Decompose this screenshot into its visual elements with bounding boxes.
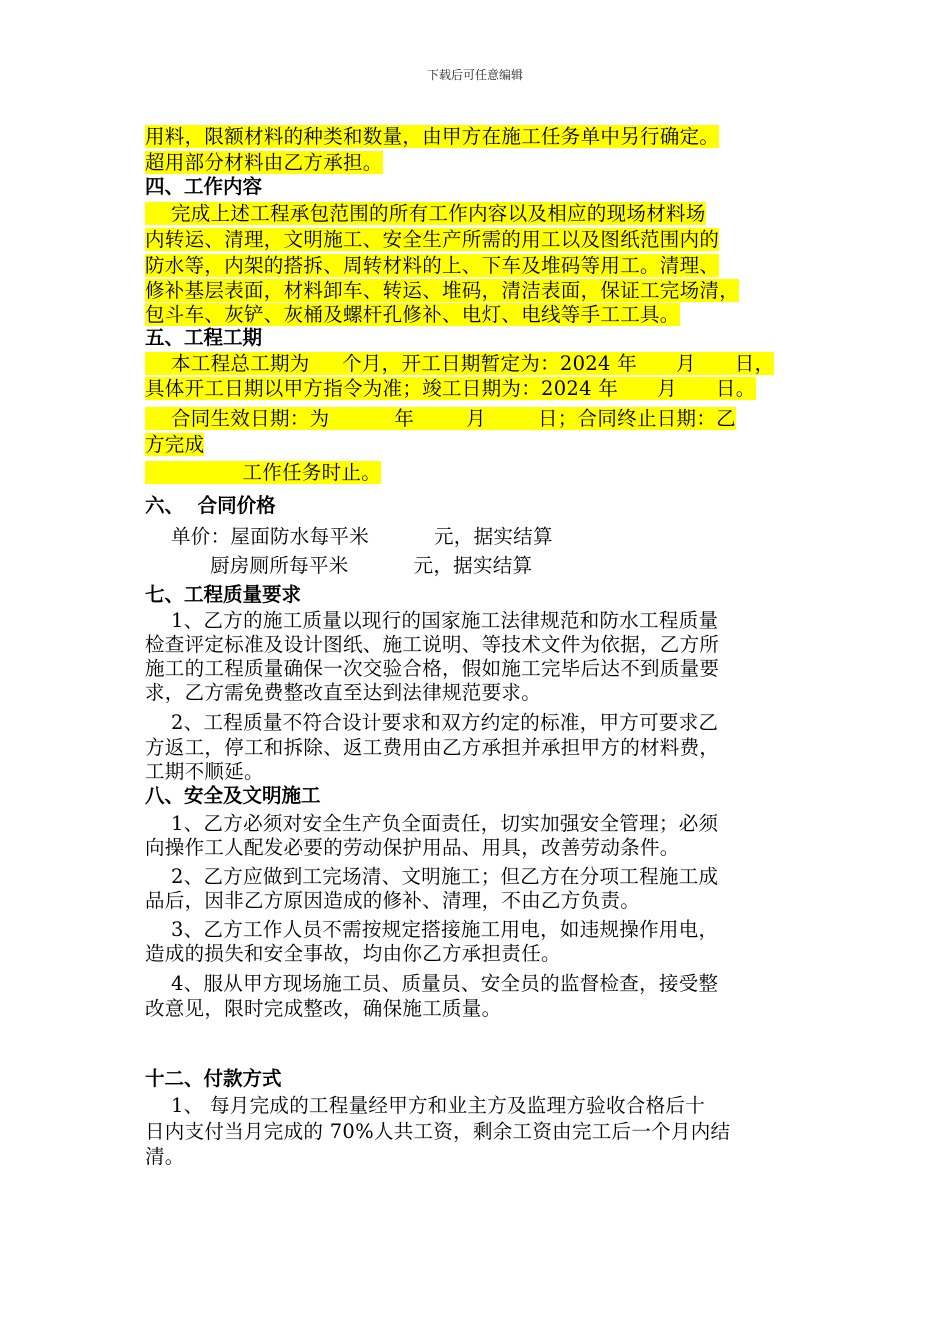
section-heading: 六、 合同价格 <box>145 494 276 517</box>
text-line: 清。 <box>145 1145 185 1168</box>
text-line: 求，乙方需免费整改直至达到法律规范要求。 <box>145 681 542 704</box>
section-heading: 五、工程工期 <box>145 326 263 349</box>
page-header: 下载后可任意编辑 <box>426 68 523 82</box>
section-heading: 七、工程质量要求 <box>145 583 302 606</box>
text-line: 具体开工日期以甲方指令为准；竣工日期为：2024 年 月 日。 <box>145 377 756 400</box>
text-line: 用料，限额材料的种类和数量，由甲方在施工任务单中另行确定。 <box>145 125 720 148</box>
text-line: 完成上述工程承包范围的所有工作内容以及相应的现场材料场 <box>145 202 706 225</box>
text-line: 修补基层表面，材料卸车、转运、堆码，清洁表面，保证工完场清， <box>145 279 740 302</box>
text-line: 品后，因非乙方原因造成的修补、清理，不由乙方负责。 <box>145 889 641 912</box>
text-line: 检查评定标准及设计图纸、施工说明、等技术文件为依据，乙方所 <box>145 633 720 656</box>
text-line: 造成的损失和安全事故，均由你乙方承担责任。 <box>145 942 561 965</box>
text-line: 施工的工程质量确保一次交验合格，假如施工完毕后达不到质量要 <box>145 657 720 680</box>
text-line: 工期不顺延。 <box>145 760 264 783</box>
text-line: 2、工程质量不符合设计要求和双方约定的标准，甲方可要求乙 <box>145 711 719 734</box>
text-line: 超用部分材料由乙方承担。 <box>145 151 383 174</box>
text-line: 日内支付当月完成的 70%人共工资，剩余工资由完工后一个月内结 <box>145 1120 731 1143</box>
text-line: 内转运、清理，文明施工、安全生产所需的用工以及图纸范围内的 <box>145 228 720 251</box>
text-line: 防水等，内架的搭拆、周转材料的上、下车及堆码等用工。清理、 <box>145 254 720 277</box>
text-line: 1、乙方必须对安全生产负全面责任，切实加强安全管理；必须 <box>145 812 719 835</box>
text-line: 2、乙方应做到工完场清、文明施工；但乙方在分项工程施工成 <box>145 865 719 888</box>
text-line: 工作任务时止。 <box>145 461 382 484</box>
section-heading: 四、工作内容 <box>145 175 263 198</box>
text-line: 1、乙方的施工质量以现行的国家施工法律规范和防水工程质量 <box>145 609 719 632</box>
text-line: 包斗车、灰铲、灰桶及螺杆孔修补、电灯、电线等手工工具。 <box>145 303 680 326</box>
text-line: 4、服从甲方现场施工员、质量员、安全员的监督检查，接受整 <box>145 972 719 995</box>
text-line: 厨房厕所每平米 元，据实结算 <box>145 554 533 577</box>
text-line: 合同生效日期：为 年 月 日；合同终止日期：乙 <box>145 407 736 430</box>
text-line: 本工程总工期为 个月，开工日期暂定为：2024 年 月 日， <box>145 352 775 375</box>
text-line: 单价：屋面防水每平米 元，据实结算 <box>145 525 553 548</box>
text-line: 方完成 <box>145 433 205 456</box>
text-line: 向操作工人配发必要的劳动保护用品、用具，改善劳动条件。 <box>145 836 680 859</box>
text-line: 方返工，停工和拆除、返工费用由乙方承担并承担甲方的材料费， <box>145 736 720 759</box>
text-line: 1、 每月完成的工程量经甲方和业主方及监理方验收合格后十 <box>145 1094 705 1117</box>
section-heading: 八、安全及文明施工 <box>145 784 321 807</box>
text-line: 改意见，限时完成整改，确保施工质量。 <box>145 997 502 1020</box>
text-line: 3、乙方工作人员不需按规定搭接施工用电，如违规操作用电， <box>145 918 719 941</box>
section-heading: 十二、付款方式 <box>145 1067 282 1090</box>
